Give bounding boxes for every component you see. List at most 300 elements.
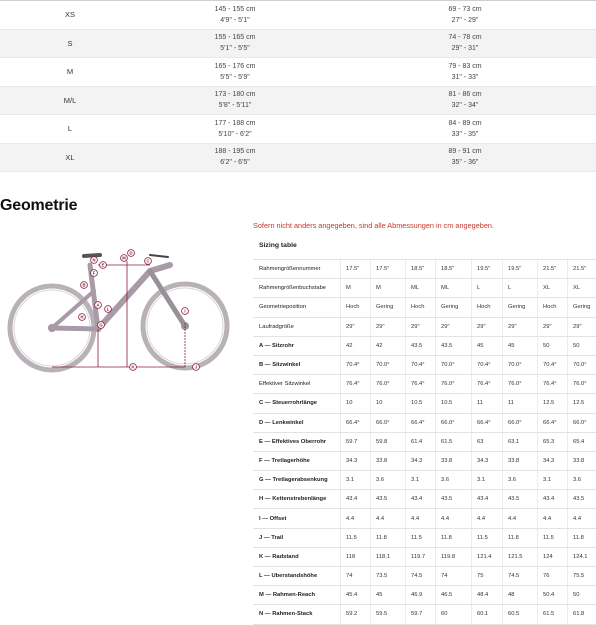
geometry-value: 4.4 [346,515,355,522]
column-divider [405,586,406,604]
column-divider [471,548,472,566]
column-divider [502,414,503,432]
geometry-value: 66.4° [543,419,557,426]
geometry-value: 21.5" [543,266,557,273]
geometry-value: 43.4 [477,496,489,503]
size-row [0,1,596,30]
geometry-row [253,318,596,337]
geometry-value: 59.5 [376,611,388,618]
column-divider [370,567,371,585]
geometry-value: 33.8 [441,457,453,464]
geometry-value: 61.5 [441,438,453,445]
geometry-value: 29" [411,323,420,330]
geometry-row-label: H — Kettenstrebenlänge [259,496,327,503]
geometry-row [253,298,596,317]
geometry-value: 59.2 [346,611,358,618]
inseam-cell [365,89,565,111]
column-divider [567,567,568,585]
column-divider [537,298,538,316]
column-divider [340,509,341,527]
geometry-value: 70.4° [346,362,360,369]
inseam-cm: 89 - 91 cm [448,148,482,156]
column-divider [537,414,538,432]
column-divider [502,548,503,566]
column-divider [567,375,568,393]
geometry-row [253,375,596,394]
geometry-value: 70.0° [376,362,390,369]
svg-text:F: F [92,270,96,276]
column-divider [502,490,503,508]
geometry-value: 66.0° [441,419,455,426]
geometry-value: 60.5 [508,611,520,618]
column-divider [471,318,472,336]
geometry-value: ML [411,285,420,292]
measure-lines [52,258,185,367]
svg-text:D: D [129,250,133,256]
geometry-value: Gering [376,304,394,311]
column-divider [435,567,436,585]
geometry-value: 4.4 [543,515,552,522]
size-table [0,1,596,172]
geometry-value: 29" [346,323,355,330]
column-divider [471,509,472,527]
column-divider [405,337,406,355]
geometry-value: 118 [346,553,356,560]
geometry-value: 65.3 [543,438,555,445]
geometry-value: 3.6 [376,477,385,484]
body-height-cell [135,4,335,26]
geometry-value: 18.5" [411,266,425,273]
column-divider [502,529,503,547]
svg-text:G: G [99,322,103,328]
column-divider [435,509,436,527]
geometry-row [253,567,596,586]
geometry-value: 45.4 [346,592,358,599]
inseam-cm: 79 - 83 cm [448,62,482,70]
column-divider [471,414,472,432]
column-divider [537,318,538,336]
inseam-cell [365,61,565,83]
geometry-value: Hoch [346,304,360,311]
column-divider [567,298,568,316]
marker-b [81,282,88,289]
geometry-value: 4.4 [508,515,517,522]
column-divider [370,433,371,451]
column-divider [435,279,436,297]
column-divider [471,356,472,374]
inseam-cm: 69 - 73 cm [448,5,482,13]
column-divider [471,471,472,489]
inseam-cm: 81 - 86 cm [448,91,482,99]
geometry-value: 61.4 [411,438,423,445]
geometry-row-label: J — Trail [259,534,284,541]
geometry-value: 76.0° [508,381,522,388]
geometry-row [253,259,596,279]
geometry-table [253,259,596,625]
column-divider [370,318,371,336]
inseam-cell [365,4,565,26]
column-divider [502,318,503,336]
column-divider [340,260,341,278]
column-divider [537,586,538,604]
geometry-value: 43.5 [411,342,423,349]
geometry-value: 11.5 [346,534,357,541]
column-divider [405,490,406,508]
column-divider [370,586,371,604]
geometry-value: 48 [508,592,515,599]
column-divider [405,548,406,566]
geometry-value: 76.0° [441,381,455,388]
geometry-value: 42 [376,342,383,349]
inseam-cell [365,146,565,168]
column-divider [370,356,371,374]
geometry-row [253,452,596,471]
geometry-value: 59.7 [346,438,358,445]
column-divider [537,356,538,374]
column-divider [502,471,503,489]
column-divider [435,394,436,412]
size-row [0,87,596,116]
geometry-value: 70.4° [477,362,491,369]
column-divider [471,279,472,297]
geometry-value: 10 [346,400,353,407]
column-divider [567,529,568,547]
column-divider [537,548,538,566]
geometry-row [253,279,596,298]
column-divider [435,356,436,374]
column-divider [405,279,406,297]
geometry-row [253,490,596,509]
column-divider [435,318,436,336]
geometry-value: ML [441,285,450,292]
geometry-value: 61.8 [573,611,585,618]
inseam-in: 32" - 34" [451,102,479,110]
column-divider [340,337,341,355]
geometry-value: 11.5 [543,534,554,541]
column-divider [370,529,371,547]
geometry-value: 11.8 [376,534,387,541]
svg-text:J: J [194,364,198,370]
column-divider [340,318,341,336]
column-divider [537,260,538,278]
geometry-row-label: F — Tretlagerhöhe [259,457,310,464]
column-divider [567,356,568,374]
geometry-value: 33.8 [573,457,585,464]
height-cm: 173 - 180 cm [214,91,256,99]
column-divider [340,548,341,566]
column-divider [370,260,371,278]
column-divider [502,605,503,623]
column-divider [537,375,538,393]
column-divider [435,548,436,566]
geometry-value: 43.4 [411,496,423,503]
svg-text:B: B [82,282,86,288]
column-divider [567,279,568,297]
svg-text:C: C [146,258,150,264]
geometry-value: 60.1 [477,611,489,618]
column-divider [405,471,406,489]
column-divider [537,337,538,355]
geometry-value: 17.5" [346,266,360,273]
inseam-cm: 74 - 78 cm [448,34,482,42]
geometry-value: 66.0° [573,419,587,426]
geometry-row-label: C — Steuerrohrlänge [259,400,317,407]
column-divider [567,414,568,432]
column-divider [435,605,436,623]
svg-text:E: E [101,262,105,268]
column-divider [537,509,538,527]
geometry-value: 63 [477,438,484,445]
geometry-value: 3.6 [441,477,450,484]
column-divider [471,452,472,470]
geometry-value: 17.5" [376,266,390,273]
geometry-row-label: D — Lenkwinkel [259,419,304,426]
geometry-value: 12.5 [573,400,585,407]
geometry-value: 124 [543,553,553,560]
height-cm: 155 - 165 cm [214,34,256,42]
column-divider [340,605,341,623]
geometry-value: 4.4 [441,515,450,522]
units-note: Sofern nicht anders angegeben, sind alle Abmessungen in cm angegeben. [253,221,494,230]
geometry-row-label: M — Rahmen-Reach [259,592,316,599]
geometry-value: 34.3 [477,457,489,464]
column-divider [405,375,406,393]
geometry-value: 11.5 [411,534,422,541]
geometry-row-label: Laufradgröße [259,323,294,330]
geometry-value: 43.5 [376,496,388,503]
column-divider [502,433,503,451]
geometry-value: 50 [573,342,580,349]
geometry-row [253,471,596,490]
geometry-value: 33.8 [508,457,520,464]
marker-i [182,308,189,315]
column-divider [405,452,406,470]
column-divider [435,298,436,316]
column-divider [370,548,371,566]
geometry-value: 74 [346,573,353,580]
column-divider [435,260,436,278]
column-divider [502,452,503,470]
inseam-in: 27" - 29" [451,16,479,24]
geometry-row [253,394,596,413]
geometry-value: 121.4 [477,553,492,560]
geometry-value: 10.5 [441,400,453,407]
sizing-table-label: Sizing table [259,242,297,249]
column-divider [471,490,472,508]
geometry-value: 119.8 [441,553,456,560]
geometry-value: 76.4° [477,381,491,388]
column-divider [567,548,568,566]
geometry-value: 42 [346,342,353,349]
column-divider [405,298,406,316]
marker-e [100,262,107,269]
column-divider [435,471,436,489]
marker-a [95,302,102,309]
size-row [0,115,596,144]
geometry-value: 34.3 [411,457,423,464]
size-name: M [66,67,74,77]
size-name: XS [64,10,75,20]
geometry-row [253,337,596,356]
geometry-value: 43.5 [441,496,453,503]
height-ft: 5'10" - 6'2" [218,130,252,138]
body-height-cell [135,89,335,111]
geometry-value: XL [573,285,581,292]
geometry-value: 70.0° [441,362,455,369]
geometry-value: 70.4° [543,362,557,369]
geometry-value: 76.4° [411,381,425,388]
geometry-value: 43.4 [543,496,555,503]
marker-l [105,306,112,313]
size-row [0,144,596,173]
geometry-value: 66.4° [477,419,491,426]
geometry-value: 4.4 [573,515,582,522]
marker-h [79,314,86,321]
geometry-value: 29" [376,323,385,330]
marker-m [121,255,128,262]
geometry-value: 70.0° [508,362,522,369]
geometry-row [253,433,596,452]
column-divider [405,509,406,527]
geometry-value: 48.4 [477,592,489,599]
column-divider [502,509,503,527]
geometry-value: 50 [573,592,580,599]
column-divider [502,337,503,355]
geometry-value: 43.5 [508,496,520,503]
height-cm: 177 - 188 cm [214,119,256,127]
column-divider [435,490,436,508]
column-divider [567,394,568,412]
geometry-value: 45 [376,592,383,599]
column-divider [471,337,472,355]
geometry-value: 121.5 [508,553,523,560]
column-divider [435,433,436,451]
body-height-cell [135,118,335,140]
geometry-value: 118.1 [376,553,391,560]
column-divider [567,433,568,451]
column-divider [537,605,538,623]
geometry-value: Hoch [411,304,425,311]
geometry-value: 59.8 [376,438,388,445]
height-ft: 5'1" - 5'5" [220,45,250,53]
column-divider [471,433,472,451]
column-divider [502,298,503,316]
column-divider [502,356,503,374]
column-divider [340,279,341,297]
column-divider [537,471,538,489]
column-divider [340,414,341,432]
marker-j [193,364,200,371]
geometry-value: 76.4° [346,381,360,388]
geometry-value: 119.7 [411,553,426,560]
column-divider [471,298,472,316]
marker-f [91,270,98,277]
geometry-value: 11 [477,400,484,407]
column-divider [567,605,568,623]
geometry-value: 4.4 [376,515,385,522]
geometry-row [253,548,596,567]
svg-text:I: I [184,308,186,314]
marker-g [98,322,105,329]
geometry-value: 76.0° [376,381,390,388]
column-divider [567,509,568,527]
geometry-value: XL [543,285,551,292]
geometry-value: 3.6 [573,477,582,484]
column-divider [370,605,371,623]
column-divider [502,260,503,278]
column-divider [340,356,341,374]
column-divider [340,567,341,585]
geometry-row-label: Rahmengrößennummer [259,266,321,273]
column-divider [405,260,406,278]
column-divider [537,490,538,508]
column-divider [340,433,341,451]
geometry-value: 29" [477,323,486,330]
svg-text:N: N [92,257,96,263]
column-divider [471,260,472,278]
geometry-value: Hoch [543,304,557,311]
geometry-value: 65.4 [573,438,585,445]
geometry-value: 76.0° [573,381,587,388]
geometry-value: 11 [508,400,515,407]
geometry-value: 29" [441,323,450,330]
geometry-value: 3.6 [508,477,517,484]
size-name: S [67,38,73,48]
geometry-value: L [477,285,481,292]
size-row [0,30,596,59]
geometry-value: L [508,285,512,292]
column-divider [435,375,436,393]
geometry-value: 29" [573,323,582,330]
geometry-row [253,529,596,548]
column-divider [567,318,568,336]
size-name: M/L [63,95,77,105]
geometry-row-label: N — Rahmen-Stack [259,611,313,618]
geometry-value: 75 [477,573,484,580]
geometry-row [253,605,596,624]
geometry-value: 10.5 [411,400,423,407]
geometry-value: 45 [477,342,484,349]
inseam-in: 29" - 31" [451,45,479,53]
body-height-cell [135,146,335,168]
column-divider [471,394,472,412]
geometry-row-label: B — Sitzwinkel [259,362,301,369]
geometry-value: 12.5 [543,400,555,407]
column-divider [370,452,371,470]
svg-text:L: L [106,306,110,312]
column-divider [370,509,371,527]
column-divider [471,605,472,623]
geometry-row-label: K — Radstand [259,553,299,560]
geometry-value: 3.1 [346,477,355,484]
column-divider [340,586,341,604]
geometry-row-label: Geometrieposition [259,304,307,311]
geometry-value: 46.5 [441,592,453,599]
geometry-row [253,586,596,605]
geometry-row-label: I — Offset [259,515,287,522]
column-divider [435,414,436,432]
column-divider [370,279,371,297]
geometry-value: 61.5 [543,611,555,618]
svg-text:A: A [96,302,100,308]
column-divider [537,433,538,451]
geometry-value: 11.8 [573,534,584,541]
column-divider [370,394,371,412]
column-divider [405,433,406,451]
column-divider [405,567,406,585]
inseam-in: 31" - 33" [451,73,479,81]
inseam-cell [365,118,565,140]
